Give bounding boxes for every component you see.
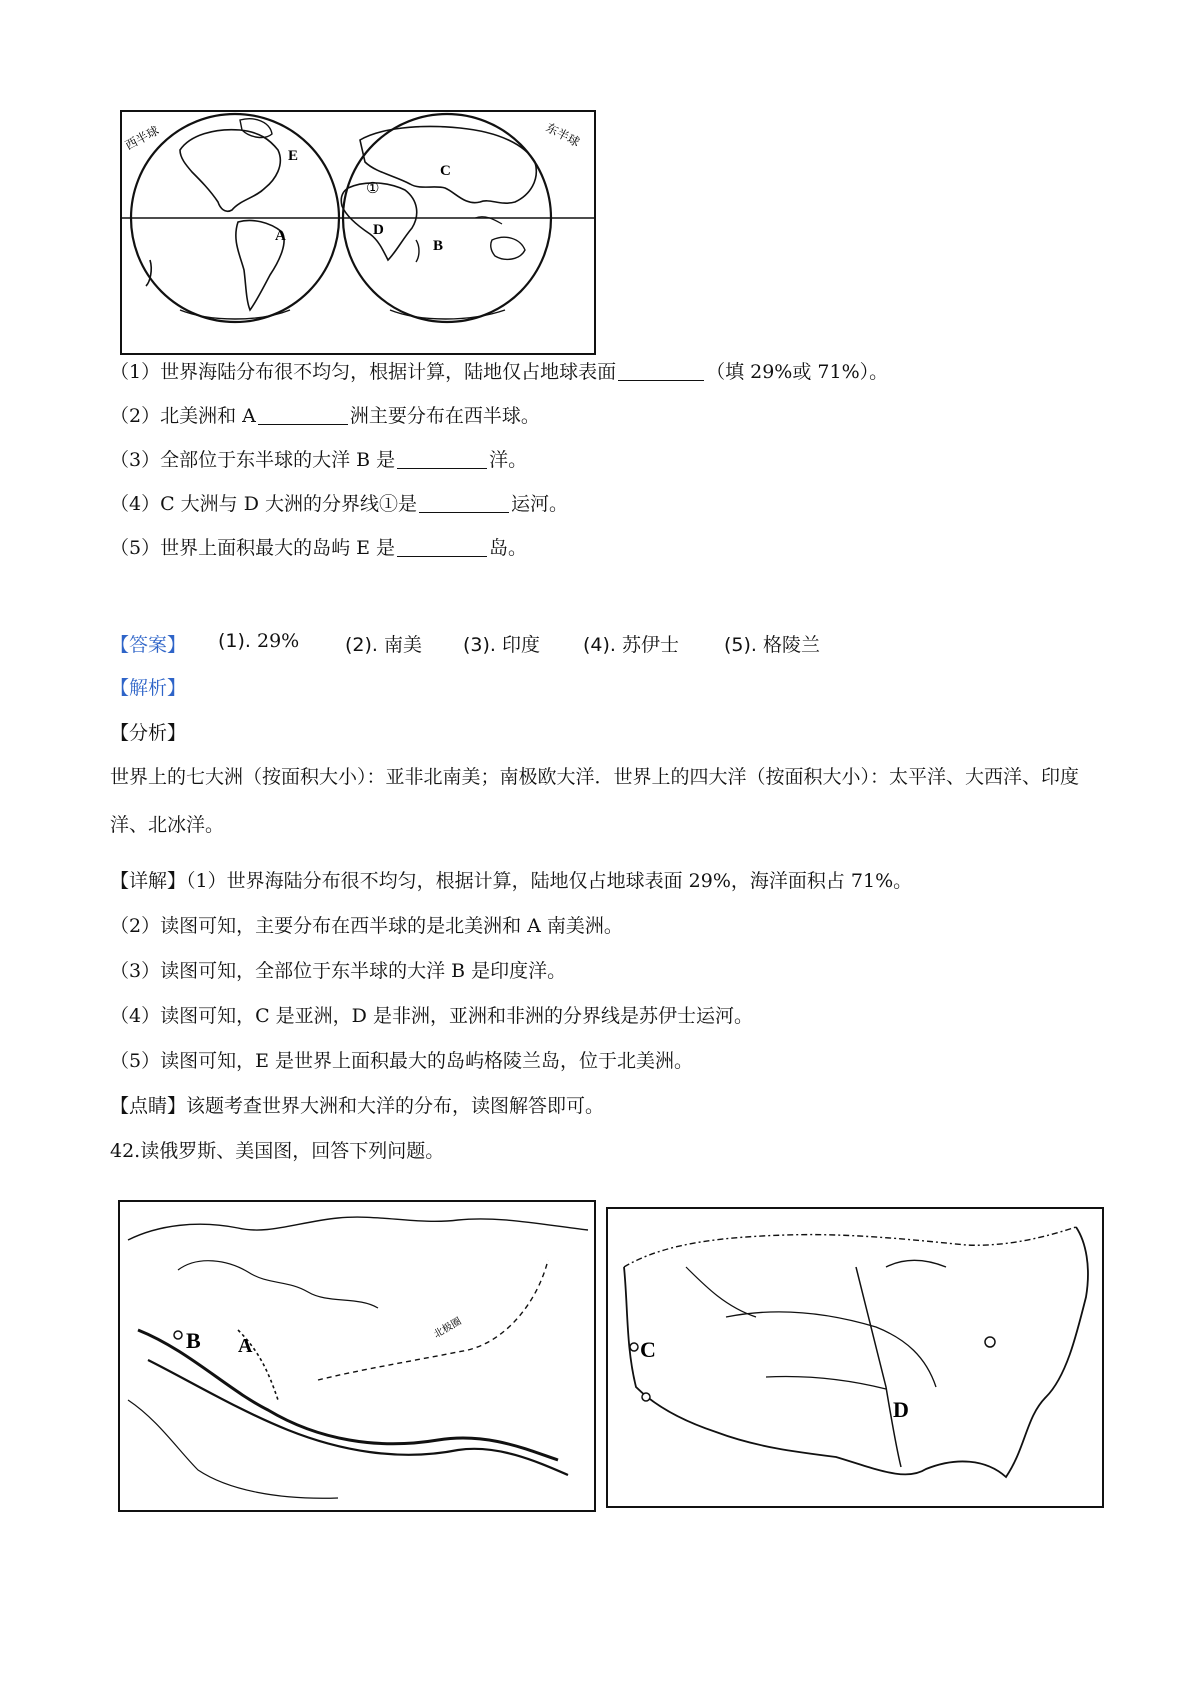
- answer-item-4: [583, 630, 679, 657]
- fenxi-text: 世界上的七大洲（按面积大小）：亚非北南美；南极欧大洋．世界上的四大洋（按面积大小）：太平洋、大西洋、印度洋、北冰洋。: [110, 766, 1080, 836]
- dianjing-tag: 【点睛】: [110, 1095, 187, 1117]
- detail-tag: 【详解】: [110, 870, 187, 892]
- analysis-tag: 【解析】: [110, 677, 187, 699]
- detail-line-5: （5）读图可知，E 是世界上面积最大的岛屿格陵兰岛，位于北美洲。: [110, 1050, 693, 1072]
- question-5-text: （5）世界上面积最大的岛屿 E 是: [110, 537, 396, 559]
- question-1-hint: （填 29%或 71%）。: [706, 361, 889, 383]
- question-3: [110, 447, 527, 473]
- detail-line-1: [110, 868, 912, 894]
- question-1: [110, 359, 888, 385]
- question-5-suffix: 岛。: [489, 537, 528, 559]
- label-b-moscow: B: [186, 1328, 201, 1353]
- label-a-ural: A: [238, 1335, 253, 1357]
- answer-num: (5).: [724, 634, 757, 656]
- answer-item-5: [724, 630, 820, 657]
- answer-num: (3).: [463, 634, 496, 656]
- answer-value: 格陵兰: [763, 634, 821, 656]
- detail-text: （1）世界海陆分布很不均匀，根据计算，陆地仅占地球表面 29%，海洋面积占 71%。: [186, 870, 913, 892]
- answer-item-3: [463, 630, 540, 657]
- answer-blank-5[interactable]: [397, 536, 487, 557]
- detail-line-2: （2）读图可知，主要分布在西半球的是北美洲和 A 南美洲。: [110, 915, 623, 937]
- west-hemisphere-label: 西半球: [122, 123, 162, 153]
- answer-value: 苏伊士: [622, 634, 680, 656]
- question-3-text: （3）全部位于东半球的大洋 B 是: [110, 449, 396, 471]
- question-4-text: （4）C 大洲与 D 大洲的分界线①是: [110, 493, 417, 515]
- question-2: [110, 403, 540, 429]
- label-c-san-francisco: C: [640, 1337, 656, 1362]
- answer-blank-3[interactable]: [397, 448, 487, 469]
- answer-blank-4[interactable]: [419, 492, 509, 513]
- question-2-suffix: 洲主要分布在西半球。: [349, 405, 540, 427]
- label-d-mississippi: D: [893, 1397, 909, 1422]
- dianjing-line: [110, 1093, 604, 1119]
- answer-tag: 【答案】: [110, 634, 187, 656]
- question-1-text: （1）世界海陆分布很不均匀，根据计算，陆地仅占地球表面: [110, 361, 617, 383]
- answer-blank-1[interactable]: [618, 360, 704, 381]
- answer-num: (4).: [583, 634, 616, 656]
- answer-item-2: [345, 630, 422, 657]
- label-circle-1: ①: [366, 179, 380, 197]
- usa-map: [606, 1207, 1104, 1508]
- label-a: A: [275, 228, 286, 244]
- question-2-text: （2）北美洲和 A: [110, 405, 256, 427]
- answer-num: (2).: [345, 634, 378, 656]
- question-42: 42.读俄罗斯、美国图，回答下列问题。: [110, 1140, 445, 1162]
- detail-line-3: （3）读图可知，全部位于东半球的大洋 B 是印度洋。: [110, 960, 567, 982]
- label-e: E: [288, 148, 299, 164]
- label-c: C: [440, 163, 451, 179]
- answer-value: 印度: [502, 634, 541, 656]
- russia-map: [118, 1200, 596, 1512]
- east-hemisphere-label: 东半球: [543, 120, 582, 150]
- dianjing-text: 该题考查世界大洲和大洋的分布，读图解答即可。: [186, 1095, 605, 1117]
- question-3-suffix: 洋。: [489, 449, 528, 471]
- question-4: [110, 491, 568, 517]
- label-b: B: [433, 238, 444, 254]
- answer-item-1: [218, 630, 299, 652]
- answer-blank-2[interactable]: [258, 404, 348, 425]
- answer-value: 29%: [257, 630, 300, 652]
- hemisphere-map: [120, 110, 596, 355]
- question-4-suffix: 运河。: [510, 493, 568, 515]
- fenxi-tag: 【分析】: [110, 722, 187, 744]
- answer-num: (1).: [218, 630, 251, 652]
- label-d: D: [373, 222, 384, 238]
- answer-value: 南美: [384, 634, 423, 656]
- arctic-circle-label: 北极圈: [432, 1316, 464, 1341]
- question-5: [110, 535, 527, 561]
- detail-line-4: （4）读图可知，C 是亚洲，D 是非洲，亚洲和非洲的分界线是苏伊士运河。: [110, 1005, 753, 1027]
